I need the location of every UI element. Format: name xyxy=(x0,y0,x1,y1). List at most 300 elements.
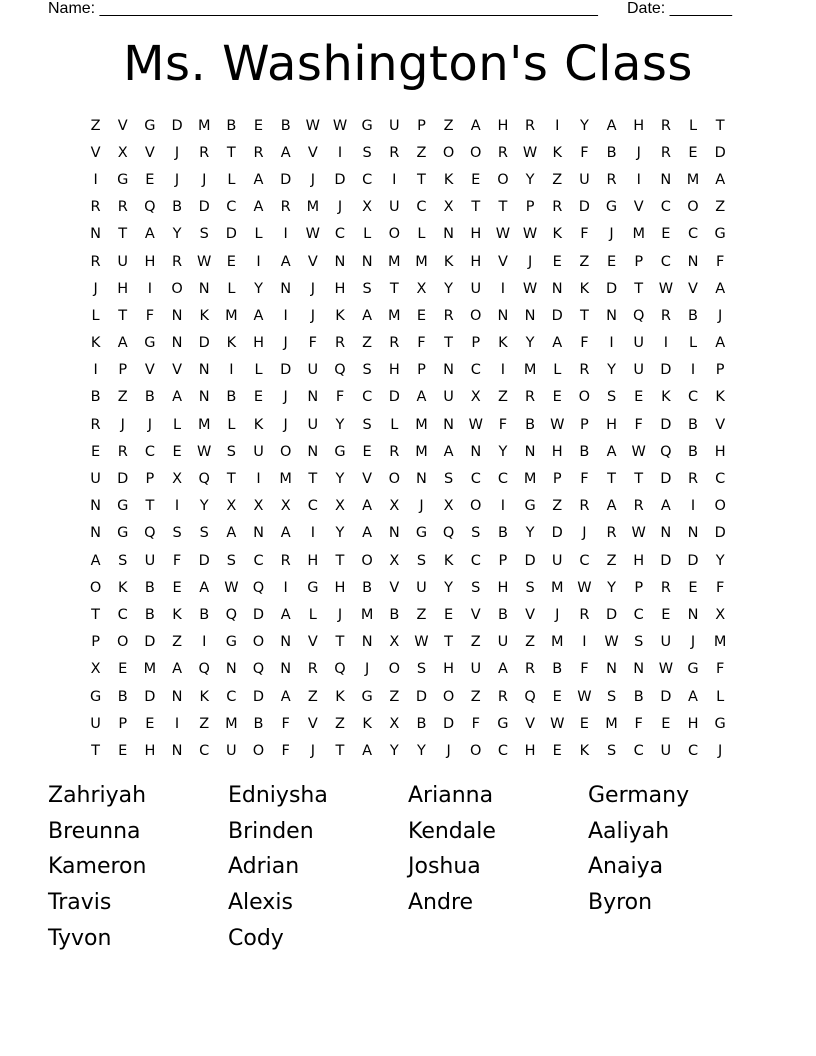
grid-letter: N xyxy=(687,606,699,623)
grid-letter: W xyxy=(414,634,429,651)
grid-letter: E xyxy=(145,171,155,188)
grid-letter: W xyxy=(631,525,646,542)
grid-letter: E xyxy=(606,253,617,270)
grid-letter: G xyxy=(361,688,373,705)
grid-letter: B xyxy=(144,606,155,623)
grid-letter: M xyxy=(523,471,537,488)
grid-letter: H xyxy=(117,280,129,297)
grid-letter: E xyxy=(172,443,182,460)
grid-letter: F xyxy=(716,661,725,678)
date-field-label: Date: _______ xyxy=(627,0,732,17)
grid-letter: W xyxy=(468,416,483,433)
grid-letter: B xyxy=(688,443,698,460)
grid-letter: I xyxy=(256,471,261,488)
grid-letter: K xyxy=(90,335,101,352)
grid-letter: M xyxy=(605,715,618,732)
grid-letter: O xyxy=(279,443,292,460)
grid-row xyxy=(82,601,734,628)
grid-row xyxy=(82,520,734,547)
grid-row xyxy=(82,357,734,384)
grid-letter: W xyxy=(197,443,212,460)
grid-letter: X xyxy=(172,471,183,488)
grid-letter: N xyxy=(470,443,482,460)
grid-letter: O xyxy=(442,688,455,705)
grid-letter: F xyxy=(308,335,317,352)
grid-letter: P xyxy=(634,579,644,596)
grid-letter: A xyxy=(280,253,291,270)
grid-letter: C xyxy=(687,389,699,406)
grid-letter: D xyxy=(198,552,210,569)
grid-letter: R xyxy=(253,144,264,161)
grid-letter: M xyxy=(388,307,401,324)
grid-letter: D xyxy=(605,606,618,623)
grid-letter: C xyxy=(497,471,508,488)
grid-letter: D xyxy=(578,199,590,216)
grid-letter: Y xyxy=(579,117,589,134)
grid-letter: A xyxy=(362,525,373,542)
grid-letter: I xyxy=(202,634,207,651)
grid-letter: D xyxy=(171,117,183,134)
grid-letter: N xyxy=(443,416,455,433)
grid-letter: A xyxy=(280,606,291,623)
grid-letter: D xyxy=(660,362,672,379)
grid-letter: J xyxy=(283,335,288,352)
grid-letter: Y xyxy=(172,226,182,243)
grid-letter: A xyxy=(280,525,291,542)
grid-letter: S xyxy=(226,443,236,460)
grid-letter: K xyxy=(199,307,209,324)
grid-letter: A xyxy=(253,199,264,216)
grid-letter: A xyxy=(552,335,563,352)
grid-letter: U xyxy=(633,362,645,379)
grid-letter: J xyxy=(609,226,614,243)
grid-letter: W xyxy=(522,226,538,243)
grid-letter: D xyxy=(660,552,672,569)
grid-letter: Z xyxy=(172,634,183,651)
grid-letter: C xyxy=(633,742,644,759)
grid-letter: J xyxy=(310,742,315,759)
grid-letter: K xyxy=(552,144,562,161)
grid-letter: J xyxy=(283,416,288,433)
grid-letter: U xyxy=(660,742,672,759)
grid-letter: O xyxy=(252,742,265,759)
grid-letter: B xyxy=(117,688,128,705)
grid-letter: X xyxy=(335,498,345,515)
grid-letter: J xyxy=(174,171,180,188)
grid-letter: Q xyxy=(632,307,645,324)
grid-letter: Q xyxy=(252,579,265,596)
grid-letter: L xyxy=(91,307,100,324)
grid-letter: I xyxy=(93,362,98,379)
grid-letter: Z xyxy=(199,715,210,732)
grid-row xyxy=(82,411,734,438)
grid-letter: A xyxy=(144,226,155,243)
grid-letter: L xyxy=(254,362,263,379)
grid-letter: G xyxy=(89,688,102,705)
grid-letter: B xyxy=(497,525,508,542)
grid-letter: P xyxy=(118,715,128,732)
grid-letter: D xyxy=(660,471,672,488)
grid-letter: D xyxy=(443,715,455,732)
grid-letter: G xyxy=(144,117,156,134)
grid-letter: I xyxy=(283,307,288,324)
grid-letter: J xyxy=(310,171,315,188)
grid-letter: E xyxy=(145,715,155,732)
grid-letter: F xyxy=(580,471,589,488)
grid-letter: Y xyxy=(199,498,209,515)
grid-letter: F xyxy=(580,144,589,161)
grid-letter: W xyxy=(332,117,348,134)
grid-letter: Q xyxy=(252,661,265,678)
grid-letter: J xyxy=(310,280,315,297)
grid-letter: T xyxy=(417,171,426,188)
grid-letter: O xyxy=(470,742,482,759)
grid-row xyxy=(82,656,734,683)
grid-letter: A xyxy=(715,280,726,297)
word-list-item: Edniysha xyxy=(228,783,328,808)
grid-letter: D xyxy=(252,688,265,705)
grid-letter: T xyxy=(91,742,100,759)
grid-letter: A xyxy=(660,498,671,515)
grid-letter: K xyxy=(362,715,372,732)
grid-letter: A xyxy=(497,661,508,678)
grid-letter: T xyxy=(308,471,318,488)
grid-letter: K xyxy=(661,389,671,406)
grid-letter: N xyxy=(280,661,292,678)
grid-row xyxy=(82,221,734,248)
grid-letter: M xyxy=(550,579,564,596)
grid-letter: B xyxy=(253,715,264,732)
grid-letter: D xyxy=(524,552,536,569)
grid-letter: N xyxy=(198,280,210,297)
grid-letter: C xyxy=(715,471,726,488)
grid-letter: C xyxy=(470,471,481,488)
grid-letter: H xyxy=(551,443,563,460)
grid-letter: S xyxy=(444,471,454,488)
grid-letter: E xyxy=(634,389,644,406)
grid-letter: E xyxy=(172,579,182,596)
grid-letter: R xyxy=(525,389,536,406)
grid-letter: C xyxy=(362,389,373,406)
grid-letter: W xyxy=(224,579,239,596)
grid-letter: N xyxy=(307,443,319,460)
grid-letter: S xyxy=(416,661,427,678)
grid-letter: O xyxy=(89,579,102,596)
page-title: Ms. Washington's Class xyxy=(123,36,693,92)
grid-letter: A xyxy=(688,688,698,705)
grid-letter: I xyxy=(582,634,587,651)
grid-letter: E xyxy=(253,389,264,406)
grid-letter: T xyxy=(335,552,345,569)
grid-letter: D xyxy=(388,389,400,406)
grid-letter: P xyxy=(417,117,426,134)
grid-letter: C xyxy=(660,253,671,270)
grid-row xyxy=(82,683,734,710)
grid-letter: T xyxy=(471,199,481,216)
grid-letter: V xyxy=(90,144,101,161)
grid-letter: O xyxy=(361,552,373,569)
grid-letter: C xyxy=(226,199,237,216)
grid-letter: Z xyxy=(525,634,536,651)
word-list-item: Zahriyah xyxy=(48,783,147,808)
grid-letter: B xyxy=(416,715,427,732)
grid-letter: S xyxy=(362,362,372,379)
grid-letter: E xyxy=(688,579,698,596)
grid-letter: F xyxy=(281,715,290,732)
word-list-item: Cody xyxy=(228,925,284,951)
grid-row xyxy=(82,302,734,329)
grid-letter: P xyxy=(417,362,426,379)
grid-letter: S xyxy=(416,552,427,569)
grid-letter: L xyxy=(254,226,263,243)
grid-letter: T xyxy=(118,307,128,324)
grid-letter: A xyxy=(443,443,454,460)
grid-letter: Y xyxy=(254,280,263,297)
grid-letter: A xyxy=(172,661,182,678)
grid-letter: J xyxy=(174,144,180,161)
grid-letter: D xyxy=(660,416,672,433)
grid-letter: Z xyxy=(715,199,726,216)
grid-letter: N xyxy=(90,498,101,515)
grid-letter: F xyxy=(498,416,508,433)
grid-letter: L xyxy=(688,335,698,352)
grid-letter: N xyxy=(416,471,427,488)
grid-letter: Z xyxy=(470,634,481,651)
grid-letter: G xyxy=(117,171,129,188)
grid-letter: R xyxy=(90,199,101,216)
grid-letter: S xyxy=(226,552,236,569)
grid-letter: G xyxy=(334,443,346,460)
grid-letter: U xyxy=(226,742,237,759)
grid-letter: V xyxy=(307,144,318,161)
grid-letter: M xyxy=(388,253,401,270)
grid-letter: N xyxy=(361,253,373,270)
word-list-item: Adrian xyxy=(228,854,300,880)
grid-letter: R xyxy=(389,443,400,460)
grid-letter: J xyxy=(446,742,451,759)
word-list-item: Joshua xyxy=(408,854,481,880)
grid-letter: D xyxy=(687,552,699,569)
grid-letter: R xyxy=(334,335,346,352)
grid-letter: M xyxy=(197,416,211,433)
grid-letter: O xyxy=(117,634,129,651)
grid-letter: T xyxy=(607,471,616,488)
grid-letter: I xyxy=(283,579,288,596)
grid-letter: R xyxy=(443,307,454,324)
grid-letter: R xyxy=(90,253,101,270)
grid-letter: M xyxy=(197,117,211,134)
grid-letter: P xyxy=(580,416,589,433)
grid-letter: A xyxy=(117,335,128,352)
grid-letter: Q xyxy=(660,443,672,460)
grid-letter: R xyxy=(633,498,644,515)
grid-letter: O xyxy=(578,389,591,406)
grid-letter: O xyxy=(388,471,400,488)
grid-letter: O xyxy=(252,634,265,651)
grid-letter: I xyxy=(609,335,614,352)
grid-letter: H xyxy=(524,742,536,759)
grid-letter: X xyxy=(362,199,373,216)
grid-letter: V xyxy=(525,715,536,732)
grid-letter: F xyxy=(580,661,589,678)
grid-letter: R xyxy=(552,199,563,216)
grid-letter: A xyxy=(715,335,726,352)
grid-letter: O xyxy=(687,199,699,216)
grid-letter: M xyxy=(686,171,700,188)
grid-letter: K xyxy=(498,335,508,352)
grid-letter: J xyxy=(337,199,343,216)
grid-letter: N xyxy=(171,307,183,324)
grid-letter: N xyxy=(443,226,455,243)
grid-letter: N xyxy=(334,253,346,270)
grid-letter: R xyxy=(307,661,318,678)
grid-letter: A xyxy=(253,307,264,324)
word-list-item: Breunna xyxy=(48,818,141,844)
grid-letter: C xyxy=(470,362,481,379)
grid-letter: I xyxy=(229,362,234,379)
grid-letter: O xyxy=(388,226,400,243)
grid-letter: H xyxy=(633,552,645,569)
grid-letter: M xyxy=(713,634,727,651)
grid-letter: T xyxy=(91,606,100,623)
grid-letter: D xyxy=(605,280,618,297)
grid-letter: I xyxy=(147,280,153,297)
grid-letter: T xyxy=(335,742,345,759)
grid-letter: N xyxy=(171,335,183,352)
grid-letter: L xyxy=(227,280,236,297)
grid-letter: E xyxy=(661,226,671,243)
word-list-item: Germany xyxy=(588,783,690,808)
grid-letter: M xyxy=(632,226,645,243)
grid-letter: R xyxy=(579,606,590,623)
grid-letter: R xyxy=(579,498,590,515)
grid-letter: B xyxy=(552,661,563,678)
grid-letter: B xyxy=(172,199,183,216)
grid-letter: N xyxy=(225,661,237,678)
grid-letter: A xyxy=(280,144,291,161)
grid-letter: I xyxy=(690,498,696,515)
grid-letter: V xyxy=(144,362,155,379)
grid-letter: P xyxy=(525,199,535,216)
grid-letter: D xyxy=(117,471,129,488)
grid-letter: A xyxy=(470,117,481,134)
grid-letter: K xyxy=(552,226,562,243)
grid-letter: A xyxy=(199,579,210,596)
grid-letter: Z xyxy=(497,389,508,406)
grid-letter: R xyxy=(497,144,508,161)
grid-row xyxy=(82,710,734,737)
grid-letter: T xyxy=(444,335,454,352)
grid-letter: Y xyxy=(715,552,725,569)
grid-letter: E xyxy=(471,171,481,188)
grid-letter: G xyxy=(524,498,536,515)
grid-letter: O xyxy=(388,661,400,678)
grid-letter: N xyxy=(198,389,210,406)
grid-letter: G xyxy=(307,579,319,596)
grid-letter: B xyxy=(226,389,237,406)
grid-letter: Z xyxy=(470,688,481,705)
grid-letter: M xyxy=(225,307,238,324)
grid-letter: Z xyxy=(117,389,128,406)
grid-letter: A xyxy=(362,742,373,759)
grid-letter: I xyxy=(500,498,506,515)
grid-letter: D xyxy=(551,307,563,324)
grid-letter: E xyxy=(552,742,562,759)
grid-letter: V xyxy=(715,416,726,433)
grid-letter: C xyxy=(660,199,671,216)
grid-letter: T xyxy=(715,117,725,134)
grid-letter: T xyxy=(634,471,644,488)
grid-letter: A xyxy=(606,443,617,460)
grid-letter: A xyxy=(606,117,617,134)
grid-letter: R xyxy=(117,443,128,460)
grid-letter: H xyxy=(470,226,482,243)
grid-letter: U xyxy=(551,552,563,569)
grid-letter: O xyxy=(171,280,183,297)
grid-letter: I xyxy=(256,253,261,270)
grid-letter: H xyxy=(443,661,455,678)
grid-letter: Z xyxy=(307,688,318,705)
grid-letter: M xyxy=(415,443,428,460)
grid-letter: F xyxy=(471,715,480,732)
grid-letter: L xyxy=(716,688,725,705)
grid-letter: W xyxy=(305,117,320,134)
grid-letter: H xyxy=(144,742,156,759)
grid-letter: F xyxy=(145,307,155,324)
grid-letter: N xyxy=(90,226,101,243)
grid-letter: K xyxy=(117,579,128,596)
grid-letter: I xyxy=(174,715,180,732)
word-list-item: Kendale xyxy=(408,818,496,844)
grid-letter: W xyxy=(522,144,538,161)
grid-letter: B xyxy=(362,579,373,596)
grid-letter: B xyxy=(633,688,644,705)
grid-letter: S xyxy=(606,389,617,406)
grid-letter: B xyxy=(144,579,155,596)
grid-letter: E xyxy=(688,144,698,161)
grid-letter: K xyxy=(226,335,237,352)
grid-letter: O xyxy=(470,144,482,161)
grid-row xyxy=(82,112,734,139)
grid-letter: B xyxy=(606,144,617,161)
grid-letter: T xyxy=(226,471,236,488)
grid-letter: J xyxy=(419,498,424,515)
word-list-item: Alexis xyxy=(228,890,293,916)
grid-letter: E xyxy=(118,661,128,678)
grid-letter: H xyxy=(307,552,319,569)
grid-letter: Z xyxy=(606,552,617,569)
grid-letter: R xyxy=(117,199,128,216)
grid-letter: C xyxy=(687,742,699,759)
grid-letter: J xyxy=(718,307,723,324)
grid-letter: V xyxy=(307,634,318,651)
grid-letter: Z xyxy=(443,117,454,134)
word-list-item: Byron xyxy=(588,890,653,916)
grid-letter: V xyxy=(497,253,508,270)
grid-letter: U xyxy=(307,416,319,433)
word-list-item: Tyvon xyxy=(48,925,112,951)
grid-letter: F xyxy=(716,579,725,596)
grid-letter: C xyxy=(117,606,128,623)
grid-letter: G xyxy=(117,525,129,542)
grid-letter: U xyxy=(90,715,101,732)
grid-letter: N xyxy=(361,634,373,651)
grid-letter: E xyxy=(118,742,128,759)
grid-letter: P xyxy=(145,471,155,488)
grid-letter: J xyxy=(690,634,696,651)
grid-letter: N xyxy=(307,389,319,406)
grid-letter: P xyxy=(552,471,562,488)
